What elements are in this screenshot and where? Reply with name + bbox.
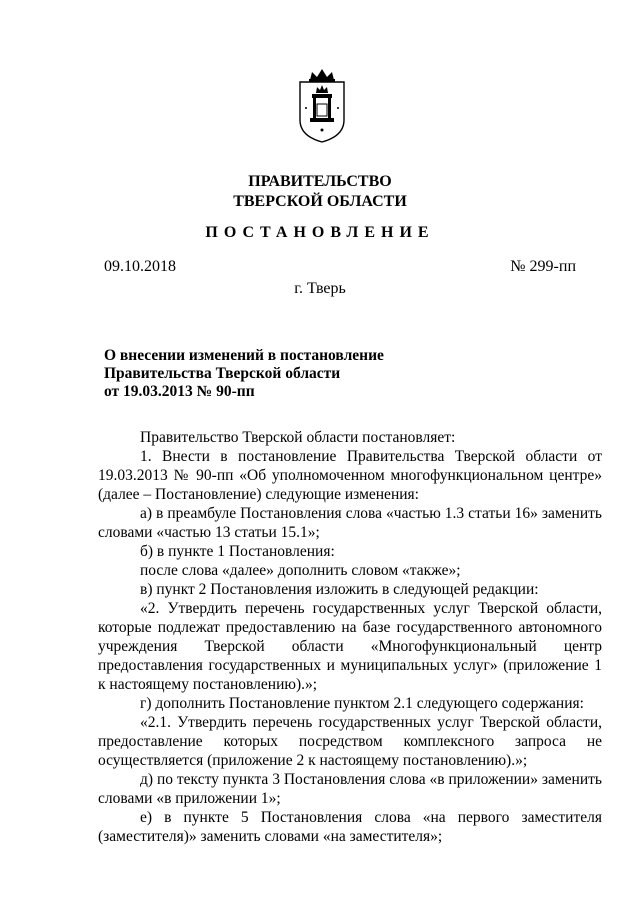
document-number: № 299-пп <box>510 258 576 275</box>
body-paragraph: б) в пункте 1 Постановления: <box>140 543 335 560</box>
body-paragraph: а) в преамбуле Постановления слова «частью 1.3 статьи 16» заменить словами «частью 13 статьи 15.1»; <box>98 505 602 541</box>
document-subject <box>104 347 384 401</box>
body-paragraph: е) в пункте 5 Постановления слова «на первого заместителя (заместителя)» заменить словами «на заместителя»; <box>98 809 602 845</box>
organization-name-line2: ТВЕРСКОЙ ОБЛАСТИ <box>233 193 407 210</box>
tver-coat-of-arms-icon <box>296 68 348 144</box>
body-paragraph: в) пункт 2 Постановления изложить в следующей редакции: <box>140 581 539 598</box>
organization-name-line1: ПРАВИТЕЛЬСТВО <box>248 173 392 190</box>
subject-line3: от 19.03.2013 № 90-пп <box>104 383 255 400</box>
body-paragraph: «2.1. Утвердить перечень государственных услуг Тверской области, предоставление которых посредством комплексного запроса не осуществляется (приложение 2 к настоящему постановлению).»; <box>98 714 602 769</box>
body-paragraph: д) по тексту пункта 3 Постановления слова «в приложении» заменить словами «в приложении 1»; <box>98 771 602 807</box>
subject-line2: Правительства Тверской области <box>104 365 341 382</box>
document-type: ПОСТАНОВЛЕНИЕ <box>205 224 435 241</box>
body-paragraph: после слова «далее» дополнить словом «также»; <box>140 562 461 579</box>
body-paragraph: г) дополнить Постановление пунктом 2.1 следующего содержания: <box>140 695 584 712</box>
document-date: 09.10.2018 <box>104 258 176 275</box>
subject-line1: О внесении изменений в постановление <box>104 347 384 364</box>
document-city: г. Тверь <box>294 280 346 297</box>
body-paragraph: 1. Внести в постановление Правительства Тверской области от 19.03.2013 № 90-пп «Об уполномоченном многофункциональном центре» (далее – Постановление) следующие изменения: <box>98 448 602 503</box>
body-paragraph: Правительство Тверской области постановляет: <box>140 429 456 446</box>
document-body <box>98 428 602 846</box>
body-paragraph: «2. Утвердить перечень государственных услуг Тверской области, которые подлежат предоставлению на базе государственного автономного учреждения Тверской области «Многофункциональный центр предоставления государственных и муниципальных услуг» (приложение 1 к настоящему постановлению).»; <box>98 600 602 693</box>
